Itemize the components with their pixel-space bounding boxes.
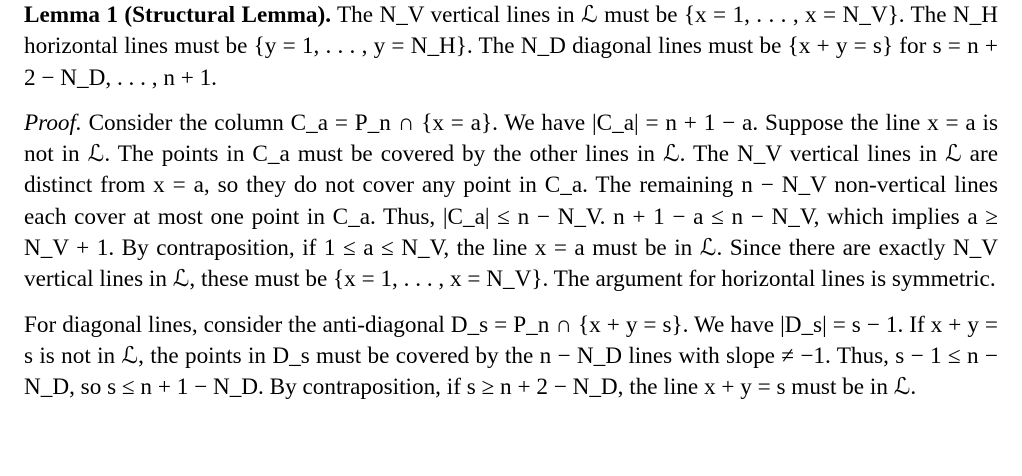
lemma-heading: Lemma 1 (Structural Lemma). xyxy=(24,2,332,28)
proof-paragraph xyxy=(24,108,998,296)
diagonal-text: For diagonal lines, consider the anti-diagonal D_s = P_n ∩ {x + y = s}. We have |D_s| = s − 1. If x + y = s is not in ℒ, the points in D_s must be covered by the n − N_D lines with slope ≠ −1. Thus, s − 1 ≤ n − N_D, so s ≤ n + 1 − N_D. By contraposition, if s ≥ n + 2 − N_D, the line x + y = s must be in ℒ. xyxy=(24,311,998,401)
lemma-text: The N_V vertical lines in ℒ must be {x = 1, . . . , x = N_V}. The N_H horizontal lines must be {y = 1, . . . , y = N_H}. The N_D diagonal lines must be {x + y = s} for s = n + 2 − N_D, . . . , n + 1. xyxy=(24,2,998,91)
paper-page xyxy=(24,0,998,404)
diagonal-paragraph xyxy=(24,310,998,404)
proof-label: Proof. xyxy=(24,109,82,136)
lemma-statement xyxy=(24,0,998,94)
proof-text: Consider the column C_a = P_n ∩ {x = a}. We have |C_a| = n + 1 − a. Suppose the line x = a is not in ℒ. The points in C_a must be covered by the other lines in ℒ. The N_V vertical lines in ℒ are distinct from x = a, so they do not cover any point in C_a. The remaining n − N_V non-vertical lines each cover at most one point in C_a. Thus, |C_a| ≤ n − N_V. n + 1 − a ≤ n − N_V, which implies a ≥ N_V + 1. By contraposition, if 1 ≤ a ≤ N_V, the line x = a must be in ℒ. Since there are exactly N_V vertical lines in ℒ, these must be {x = 1, . . . , x = N_V}. The argument for horizontal lines is symmetric. xyxy=(24,109,998,293)
